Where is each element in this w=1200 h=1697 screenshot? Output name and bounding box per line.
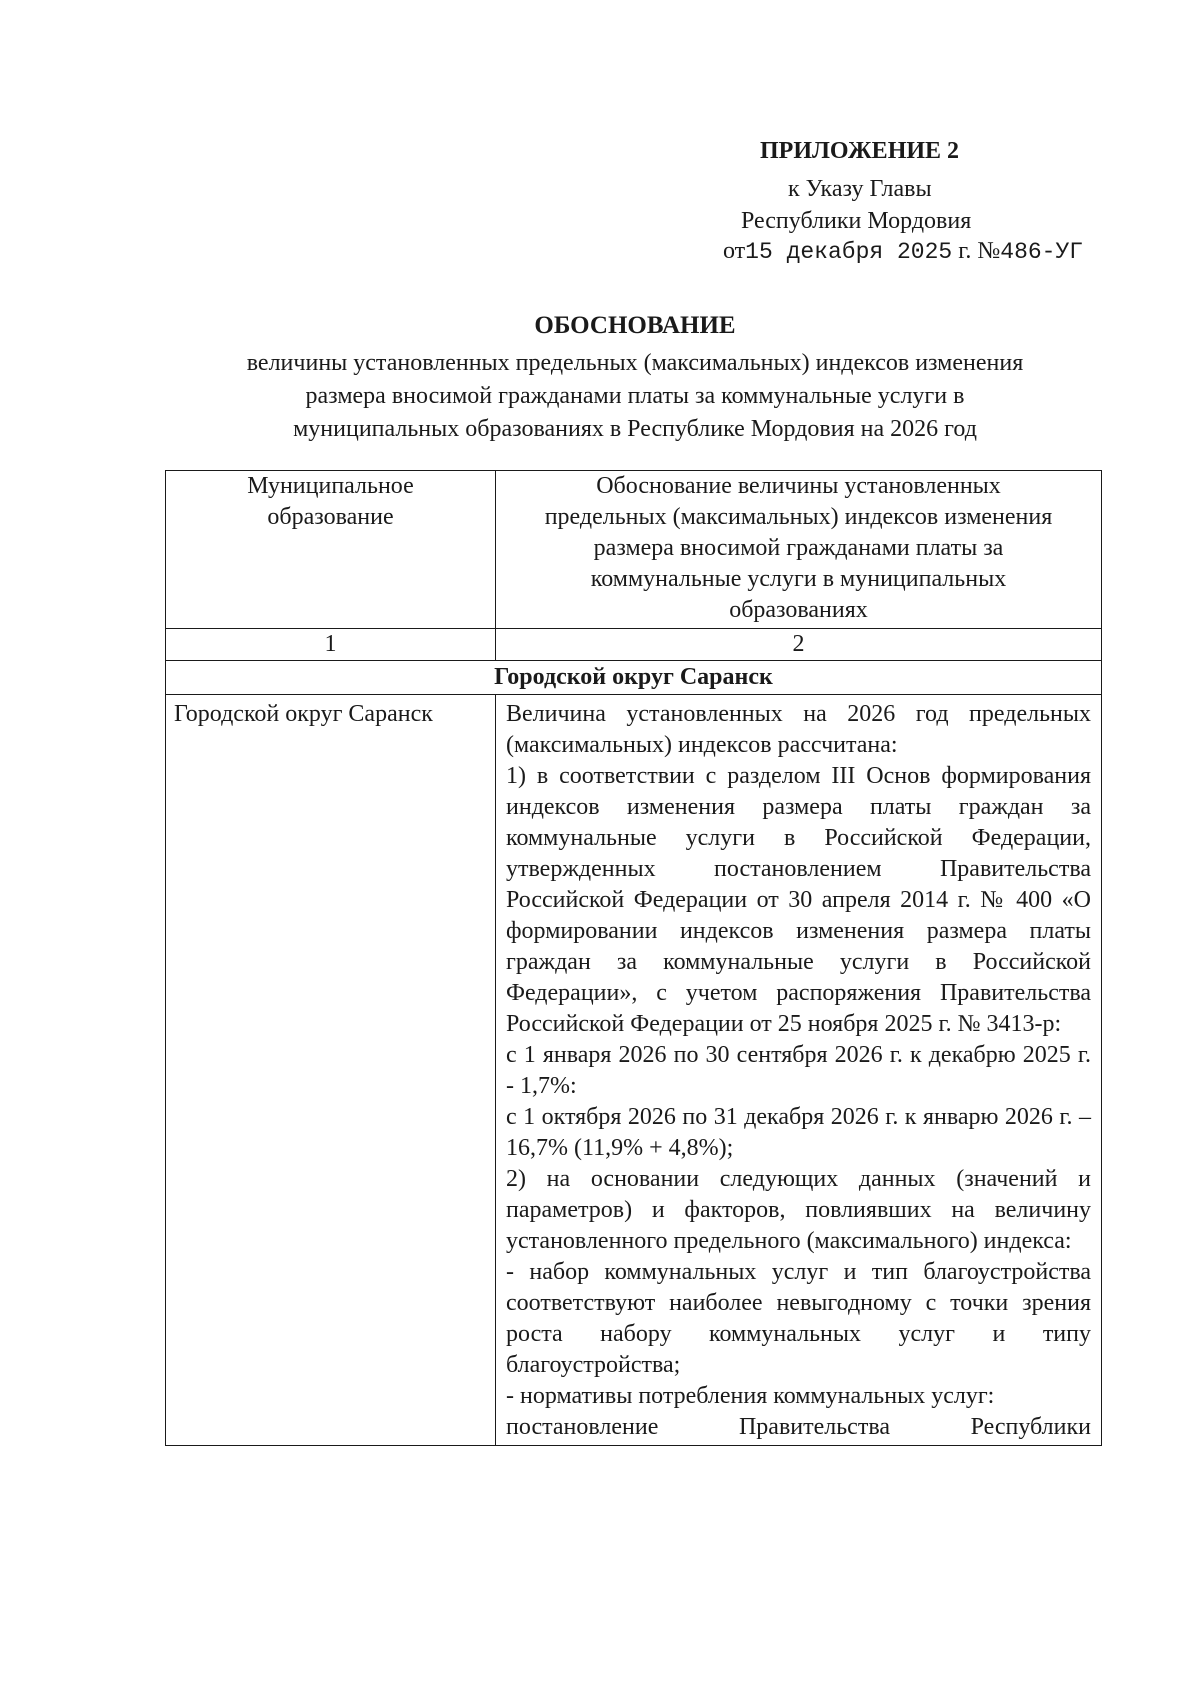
column-number: 2	[496, 629, 1102, 661]
table-row	[166, 695, 1102, 1446]
justification-cell	[496, 695, 1102, 1446]
justification-paragraph: 1) в соответствии с разделом III Основ формирования индексов изменения размера платы граждан за коммунальные услуги в Российской Федерации, утвержденных постановлением Правительства Российской Федерации от 30 апреля 2014 г. № 400 «О формировании индексов изменения размера платы граждан за коммунальные услуги в Российской Федерации», с учетом распоряжения Правительства Российской Федерации от 25 ноября 2025 г. № 3413-р:	[506, 763, 1091, 1037]
section-row	[166, 661, 1102, 695]
appendix-title: ПРИЛОЖЕНИЕ 2	[760, 138, 960, 164]
justification-paragraph: Величина установленных на 2026 год предельных (максимальных) индексов рассчитана:	[506, 701, 1091, 758]
document-title: ОБОСНОВАНИЕ	[534, 312, 736, 339]
justification-table	[165, 470, 1102, 1446]
appendix-decree-line: к Указу Главы	[788, 176, 932, 202]
subtitle-line: величины установленных предельных (максимальных) индексов изменения	[246, 350, 1024, 376]
header-municipality: Муниципальное образование	[166, 471, 496, 629]
municipality-cell: Городской округ Саранск	[166, 695, 496, 1446]
subtitle-line: размера вносимой гражданами платы за коммунальные услуги в	[305, 383, 965, 409]
appendix-republic-line: Республики Мордовия	[741, 208, 972, 234]
subtitle-line: муниципальных образованиях в Республике Мордовия на 2026 год	[293, 416, 977, 442]
header-justification: Обоснование величины установленных предельных (максимальных) индексов изменения размера вносимой гражданами платы за коммунальные услуги в муниципальных образованиях	[496, 471, 1102, 629]
section-title: Городской округ Саранск	[166, 661, 1102, 695]
justification-paragraph: - нормативы потребления коммунальных услуг:	[506, 1383, 995, 1409]
decree-number: 486-УГ	[1000, 239, 1084, 265]
appendix-date-line	[723, 236, 1083, 267]
table-header-row	[166, 471, 1102, 629]
date-prefix: от	[723, 238, 746, 264]
date-year-suffix: г. №	[952, 238, 1001, 264]
justification-paragraph: с 1 октября 2026 по 31 декабря 2026 г. к январю 2026 г. – 16,7% (11,9% + 4,8%);	[506, 1104, 1091, 1161]
justification-paragraph: - набор коммунальных услуг и тип благоустройства соответствуют наиболее невыгодному с точки зрения роста набору коммунальных услуг и типу благоустройства;	[506, 1259, 1091, 1378]
column-number-row	[166, 629, 1102, 661]
column-number: 1	[166, 629, 496, 661]
date-filled: 15 декабря 2025	[745, 239, 953, 265]
document-subtitle	[120, 347, 1150, 446]
justification-paragraph: постановление Правительства Республики	[506, 1414, 1091, 1440]
justification-paragraph: 2) на основании следующих данных (значений и параметров) и факторов, повлиявших на величину установленного предельного (максимального) индекса:	[506, 1166, 1091, 1254]
justification-paragraph: с 1 января 2026 по 30 сентября 2026 г. к декабрю 2025 г. - 1,7%:	[506, 1042, 1091, 1099]
